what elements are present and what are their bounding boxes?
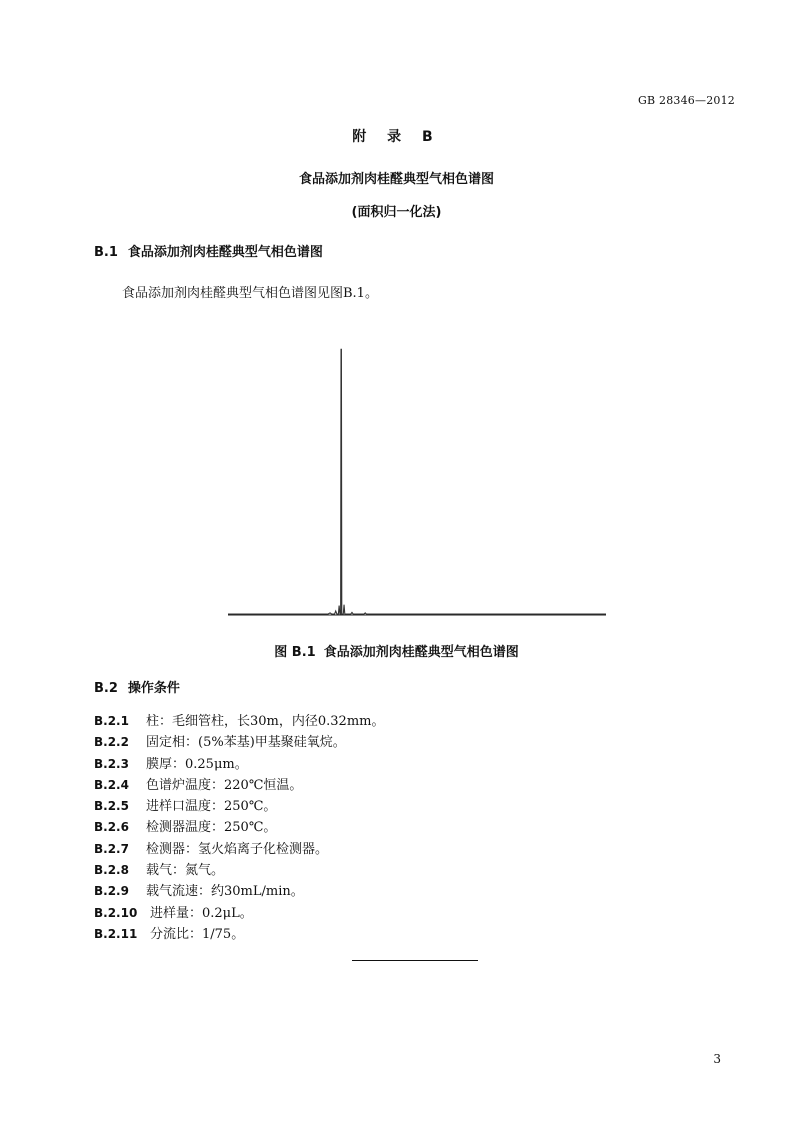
condition-item xyxy=(94,903,384,924)
operating-conditions-list xyxy=(94,711,384,945)
section-b2-title: 操作条件 xyxy=(127,681,180,696)
condition-number: B.2.1 xyxy=(94,714,129,728)
condition-number: B.2.6 xyxy=(94,820,129,835)
condition-text: 进样口温度：250℃。 xyxy=(146,799,277,815)
condition-number: B.2.8 xyxy=(94,863,129,878)
standard-code: GB 28346—2012 xyxy=(638,94,735,107)
section-b2-heading xyxy=(94,677,180,696)
condition-text: 固定相：(5%苯基)甲基聚硅氧烷。 xyxy=(146,735,346,751)
document-subtitle: (面积归一化法) xyxy=(351,205,442,220)
condition-item xyxy=(94,775,384,796)
figure-caption-text: 食品添加剂肉桂醛典型气相色谱图 xyxy=(323,645,519,660)
section-b1-number: B.1 xyxy=(94,245,118,260)
condition-number: B.2.10 xyxy=(94,905,138,920)
document-title: 食品添加剂肉桂醛典型气相色谱图 xyxy=(298,172,494,187)
condition-text: 分流比：1/75。 xyxy=(150,926,245,942)
section-b1-heading xyxy=(94,241,323,260)
condition-number: B.2.4 xyxy=(94,777,129,792)
appendix-label: 附 录 B xyxy=(352,129,441,145)
condition-number: B.2.3 xyxy=(94,756,129,771)
condition-item xyxy=(94,860,384,881)
condition-text: 载气：氮气。 xyxy=(146,863,225,879)
condition-text: 色谱炉温度：220℃恒温。 xyxy=(146,777,303,793)
section-b1-title: 食品添加剂肉桂醛典型气相色谱图 xyxy=(127,245,323,260)
condition-item xyxy=(94,839,384,860)
condition-item xyxy=(94,732,384,753)
section-b2-number: B.2 xyxy=(94,681,118,696)
condition-item xyxy=(94,817,384,838)
condition-number: B.2.5 xyxy=(94,799,129,814)
condition-number: B.2.2 xyxy=(94,735,129,750)
end-of-standard-rule xyxy=(352,960,478,961)
condition-number: B.2.7 xyxy=(94,841,129,856)
chromatogram-chart xyxy=(226,338,608,623)
condition-item xyxy=(94,754,384,775)
chromatogram-trace xyxy=(228,349,606,614)
condition-item xyxy=(94,924,384,945)
condition-number: B.2.9 xyxy=(94,884,129,899)
condition-text: 载气流速：约30mL/min。 xyxy=(146,884,304,900)
figure-number: 图 B.1 xyxy=(274,645,316,660)
figure-caption xyxy=(0,641,793,660)
section-b1-text: 食品添加剂肉桂醛典型气相色谱图见图B.1。 xyxy=(122,286,378,301)
condition-text: 柱：毛细管柱，长30m，内径0.32mm。 xyxy=(146,714,385,729)
condition-text: 检测器：氢火焰离子化检测器。 xyxy=(146,841,329,857)
page-number: 3 xyxy=(713,1052,721,1066)
condition-number: B.2.11 xyxy=(94,926,138,941)
condition-text: 检测器温度：250℃。 xyxy=(146,820,277,836)
condition-item xyxy=(94,711,384,732)
condition-item xyxy=(94,881,384,902)
condition-item xyxy=(94,796,384,817)
condition-text: 进样量：0.2μL。 xyxy=(150,905,253,921)
condition-text: 膜厚：0.25μm。 xyxy=(146,756,248,772)
